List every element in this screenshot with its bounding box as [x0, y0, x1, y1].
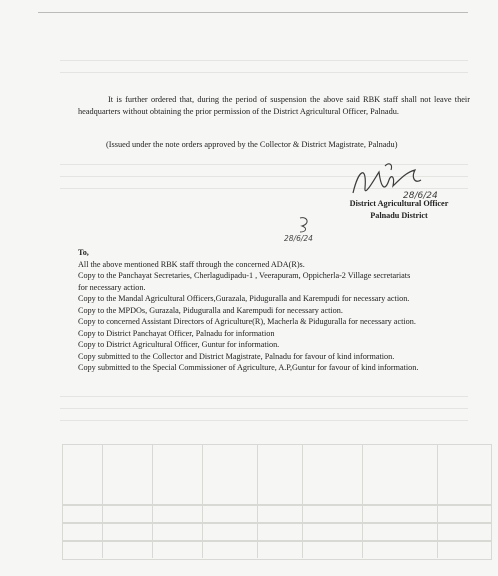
distribution-line: All the above mentioned RBK staff through the concerned ADA(R)s.	[78, 259, 305, 269]
issued-note: (Issued under the note orders approved by the Collector & District Magistrate, Palnadu)	[106, 140, 398, 149]
show-through-line	[60, 396, 468, 397]
distribution-line: Copy submitted to the Special Commissioner of Agriculture, A.P,Guntur for favour of kind information.	[78, 363, 419, 372]
distribution-line: Copy to the Mandal Agricultural Officers,Gurazala, Piduguralla and Karempudi for necessary action.	[78, 294, 410, 303]
signatory-block	[340, 198, 458, 222]
distribution-line: Copy to District Agricultural Officer, Guntur for information.	[78, 340, 280, 349]
distribution-line: for necessary action.	[78, 282, 146, 292]
suspension-paragraph: It is further ordered that, during the period of suspension the above said RBK staff shall not leave their headquarters without obtaining the prior permission of the District Agricultural Officer, Palnadu.	[78, 95, 470, 116]
distribution-line: Copy to District Panchayat Officer, Palnadu for information	[78, 328, 275, 338]
show-through-line	[60, 72, 468, 73]
designation-line-2: Palnadu District	[370, 211, 428, 220]
signature-date: 28/6/24	[403, 191, 438, 201]
show-through-line	[60, 60, 468, 61]
designation-line-1: District Agricultural Officer	[349, 199, 449, 208]
initial-date: 28/6/24	[284, 234, 313, 243]
distribution-line: Copy to concerned Assistant Directors of Agriculture(R), Macherla & Piduguralla for necessary action.	[78, 317, 416, 326]
to-label: To,	[78, 248, 89, 257]
distribution-line: Copy to the MPDOs, Gurazala, Piduguralla and Karempudi for necessary action.	[78, 305, 343, 315]
page-border-line	[38, 12, 468, 13]
initial-signature	[284, 214, 324, 244]
distribution-list	[78, 247, 478, 374]
show-through-table	[62, 444, 492, 564]
show-through-line	[60, 408, 468, 409]
distribution-line: Copy submitted to the Collector and District Magistrate, Palnadu for favour of kind information.	[78, 351, 395, 361]
distribution-line: Copy to the Panchayat Secretaries, Cherlagudipadu-1 , Veerapuram, Oppicherla-2 Village secretariats	[78, 271, 411, 280]
show-through-line	[60, 420, 468, 421]
